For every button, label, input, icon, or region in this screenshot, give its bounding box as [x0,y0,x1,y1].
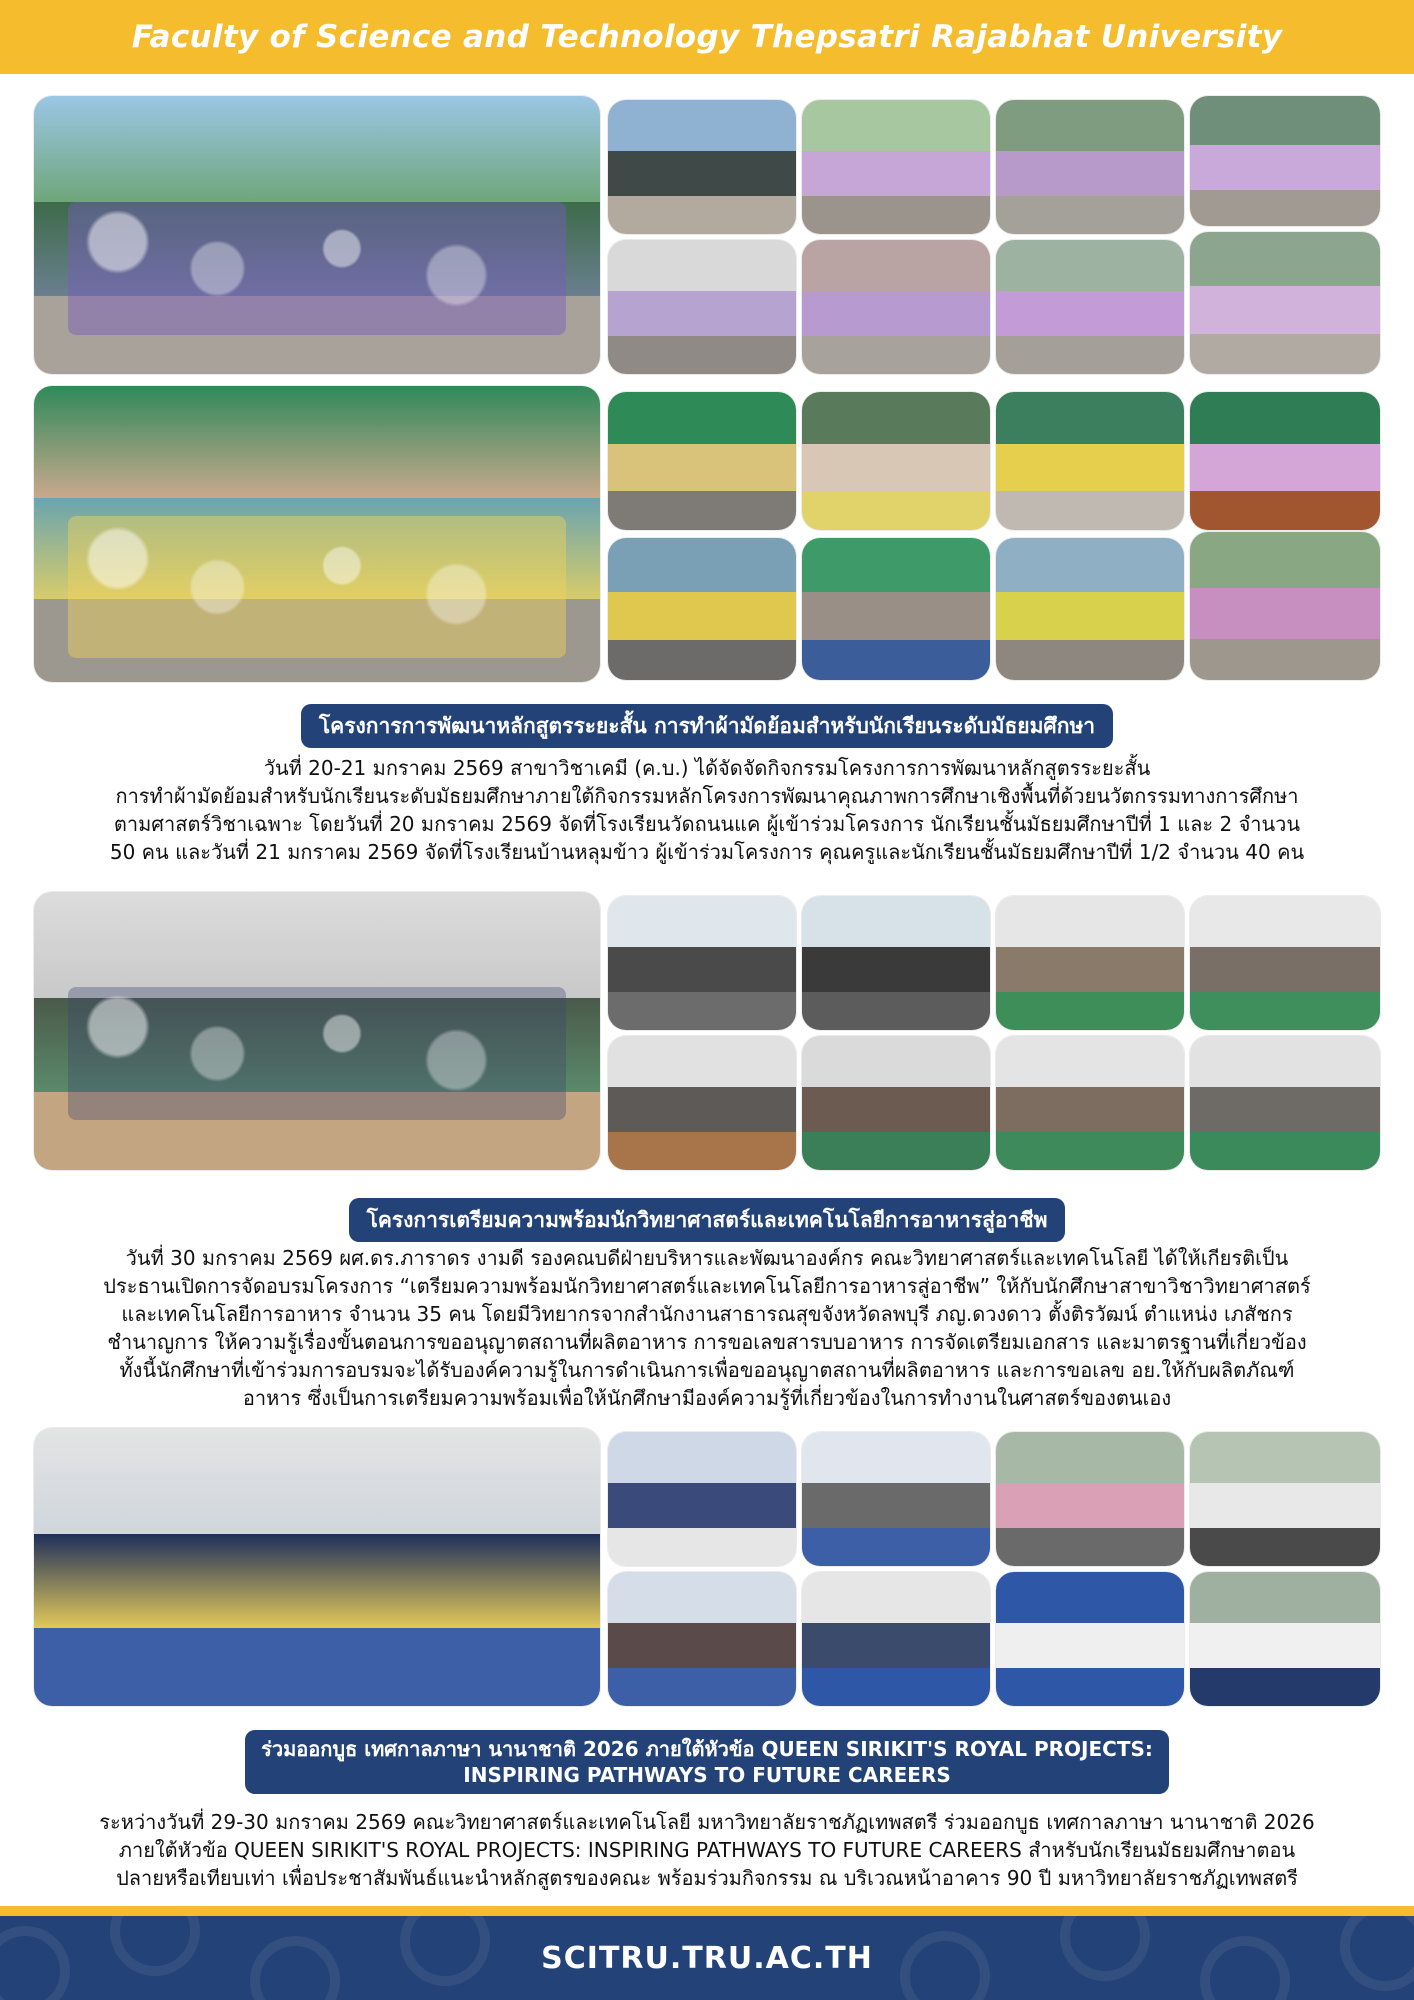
photo-speaker-man [608,896,796,1030]
footer-stripe [0,1906,1414,1916]
footer-decor-arc [1060,1916,1150,1981]
photo-student-shirt [1190,392,1380,530]
section-2-title-pill: โครงการเตรียมความพร้อมนักวิทยาศาสตร์และเทคโนโลยีการอาหารสู่อาชีพ [349,1198,1066,1242]
photo-shirts-drying [1190,532,1380,680]
photo-booth-visitors-6 [802,1572,990,1706]
photo-seminar-group [34,892,600,1170]
photo-booth-visitors-3 [996,1432,1184,1566]
photo-classroom-rear [996,896,1184,1030]
footer-decor-arc [400,1916,490,1986]
gallery-seminar [34,892,1382,1172]
photo-audience-2 [802,1036,990,1170]
header-band [0,0,1414,74]
photo-booth-front [996,1572,1184,1706]
photo-students-crowd [1190,232,1380,374]
gallery-booth [34,1428,1382,1708]
footer-decor-arc [1340,1916,1414,1991]
photo-holding-shirts [802,240,990,374]
section-1-line-2: การทำผ้ามัดย้อมสำหรับนักเรียนระดับมัธยมศึกษาภายใต้กิจกรรมหลักโครงการพัฒนาคุณภาพการศึกษาเชิงพื้นที่ด้วยนวัตกรรมทางการศึกษา [115,784,1299,808]
footer-website-url: SCITRU.TRU.AC.TH [541,1940,873,1976]
gallery-tie-dye-row-1 [34,96,1382,376]
photo-audience-4 [1190,1036,1380,1170]
photo-students-line [996,538,1184,680]
photo-audience-3 [996,1036,1184,1170]
photo-speaker-woman [802,896,990,1030]
photo-audience-1 [608,1036,796,1170]
photo-tie-dye-group-school [34,386,600,682]
photo-booth-visitors-2 [802,1432,990,1566]
section-1-body [40,754,1374,866]
photo-students-working [996,392,1184,530]
photo-classroom-group [608,392,796,530]
gallery-tie-dye-row-2 [34,386,1382,682]
section-1-title [0,704,1414,748]
section-1-line-4: 50 คน และวันที่ 21 มกราคม 2569 จัดที่โรงเรียนบ้านหลุมข้าว ผู้เข้าร่วมโครงการ คุณครูและนักเรียนชั้นมัธยมศึกษาปีที่ 1/2 จำนวน 40 คน [109,840,1305,864]
section-2-body [40,1244,1374,1412]
photo-students-table [996,100,1184,234]
section-3-title-pill: ร่วมออกบูธ เทศกาลภาษา นานาชาติ 2026 ภายใต้หัวข้อ QUEEN SIRIKIT'S ROYAL PROJECTS: INSPIRING PATHWAYS TO FUTURE CAREERS [245,1730,1169,1794]
footer-decor-arc [250,1936,340,2000]
section-1-title-pill: โครงการการพัฒนาหลักสูตรระยะสั้น การทำผ้ามัดย้อมสำหรับนักเรียนระดับมัธยมศึกษา [301,704,1113,748]
footer-decor-arc [900,1931,990,2000]
photo-classroom-activity [802,392,990,530]
section-1-line-1: วันที่ 20-21 มกราคม 2569 สาขาวิชาเคมี (ค.บ.) ได้จัดจัดกิจกรรมโครงการการพัฒนาหลักสูตรระยะสั้น [263,756,1151,780]
photo-booth-staff [34,1428,600,1706]
section-2-line-2: ประธานเปิดการจัดอบรมโครงการ “เตรียมความพร้อมนักวิทยาศาสตร์และเทคโนโลยีการอาหารสู่อาชีพ” ให้กับนักศึกษาสาขาวิชาวิทยาศาสตร์ [103,1274,1311,1298]
photo-booth-visitors-4 [1190,1432,1380,1566]
section-3-line-2: ภายใต้หัวข้อ QUEEN SIRIKIT'S ROYAL PROJECTS: INSPIRING PATHWAYS TO FUTURE CAREERS สำหรับนักเรียนมัธยมศึกษาตอน [118,1838,1296,1862]
photo-teachers-display [802,538,990,680]
photo-booth-visitors-1 [608,1432,796,1566]
section-3-body [40,1808,1374,1892]
photo-dyeing-table [608,538,796,680]
photo-folding-fabric [608,240,796,374]
photo-group-standing [608,100,796,234]
photo-booth-visitors-5 [608,1572,796,1706]
section-3-title [0,1730,1414,1794]
section-2-line-5: ทั้งนี้นักศึกษาที่เข้าร่วมการอบรมจะได้รับองค์ความรู้ในการดำเนินการเพื่อขออนุญาตสถานที่ผลิตอาหาร และการขอเลข อย.ให้กับผลิตภัณฑ์ [119,1358,1295,1382]
photo-tie-dye-group-outdoor [34,96,600,374]
section-2-line-4: ชำนาญการ ให้ความรู้เรื่องขั้นตอนการขออนุญาตสถานที่ผลิตอาหาร การขอเลขสารบบอาหาร การจัดเตรียมเอกสาร และมาตรฐานที่เกี่ยวข้อง [107,1330,1307,1354]
photo-students-dyeing [802,100,990,234]
section-2-line-1: วันที่ 30 มกราคม 2569 ผศ.ดร.ภาราดร งามดี รองคณบดีฝ่ายบริหารและพัฒนาองค์กร คณะวิทยาศาสตร์และเทคโนโลยี ได้ให้เกียรติเป็น [125,1246,1289,1270]
section-3-line-3: ปลายหรือเทียบเท่า เพื่อประชาสัมพันธ์แนะนำหลักสูตรของคณะ พร้อมร่วมกิจกรรม ณ บริเวณหน้าอาคาร 90 ปี มหาวิทยาลัยราชภัฏเทพสตรี [116,1866,1298,1890]
photo-shirts-display [996,240,1184,374]
footer-decor-arc [1200,1936,1290,2000]
footer-decor-arc [110,1916,200,1976]
section-3-line-1: ระหว่างวันที่ 29-30 มกราคม 2569 คณะวิทยาศาสตร์และเทคโนโลยี มหาวิทยาลัยราชภัฏเทพสตรี ร่วมออกบูธ เทศกาลภาษา นานาชาติ 2026 [99,1810,1315,1834]
section-2-line-6: อาหาร ซึ่งเป็นการเตรียมความพร้อมเพื่อให้นักศึกษามีองค์ความรู้ที่เกี่ยวข้องในการทำงานในศาสตร์ของตนเอง [242,1386,1172,1410]
footer-band [0,1916,1414,2000]
page-title: Faculty of Science and Technology Thepsatri Rajabhat University [131,19,1283,55]
photo-booth-students [1190,1572,1380,1706]
section-2-title [0,1198,1414,1242]
photo-classroom-side [1190,896,1380,1030]
section-1-line-3: ตามศาสตร์วิชาเฉพาะ โดยวันที่ 20 มกราคม 2569 จัดที่โรงเรียนวัดถนนแค ผู้เข้าร่วมโครงการ นักเรียนชั้นมัธยมศึกษาปีที่ 1 และ 2 จำนวน [113,812,1301,836]
photo-students-sitting [1190,96,1380,226]
section-2-line-3: และเทคโนโลยีการอาหาร จำนวน 35 คน โดยมีวิทยากรจากสำนักงานสาธารณสุขจังหวัดลพบุรี ภญ.ดวงดาว ตั้งติรวัฒน์ ตำแหน่ง เภสัชกร [121,1302,1293,1326]
footer-decor-arc [0,1926,70,2000]
